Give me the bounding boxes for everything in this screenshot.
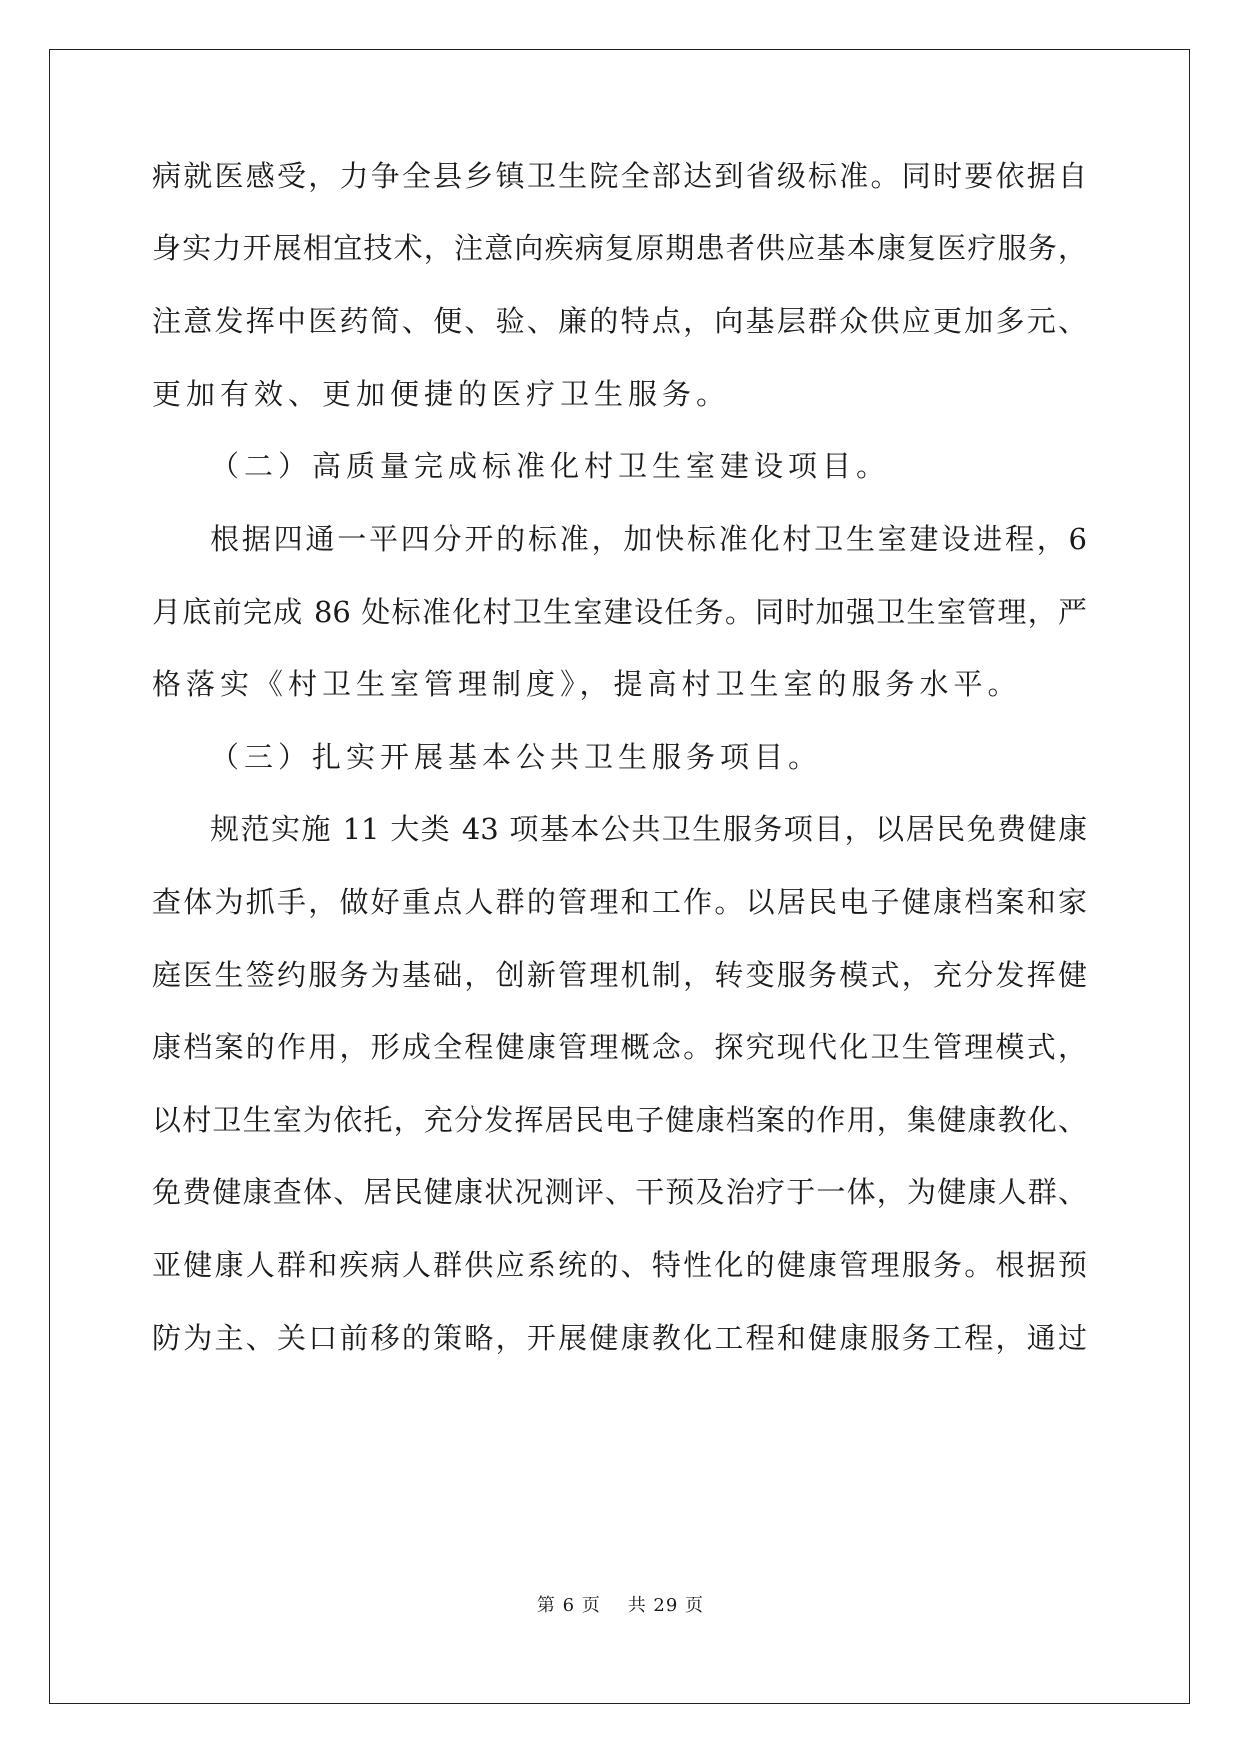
text-line: 查体为抓手，做好重点人群的管理和工作。以居民电子健康档案和家 <box>152 885 1087 919</box>
text-line: 身实力开展相宜技术，注意向疾病复原期患者供应基本康复医疗服务， <box>152 231 1087 265</box>
text-line: 月底前完成 86 处标准化村卫生室建设任务。同时加强卫生室管理，严 <box>152 595 1087 629</box>
text-line: 免费健康查体、居民健康状况测评、干预及治疗于一体，为健康人群、 <box>152 1175 1087 1209</box>
section-heading: （三）扎实开展基本公共卫生服务项目。 <box>210 740 823 774</box>
text-line: 亚健康人群和疾病人群供应系统的、特性化的健康管理服务。根据预 <box>152 1248 1087 1282</box>
text-line: 格落实《村卫生室管理制度》，提高村卫生室的服务水平。 <box>152 667 1022 701</box>
paragraph-first-line: 根据四通一平四分开的标准，加快标准化村卫生室建设进程，6 <box>210 522 1087 556</box>
text-line: 更加有效、更加便捷的医疗卫生服务。 <box>152 377 731 411</box>
text-line: 防为主、关口前移的策略，开展健康教化工程和健康服务工程，通过 <box>152 1321 1087 1355</box>
text-line: 庭医生签约服务为基础，创新管理机制，转变服务模式，充分发挥健 <box>152 958 1087 992</box>
section-heading: （二）高质量完成标准化村卫生室建设项目。 <box>210 449 891 483</box>
text-line: 病就医感受，力争全县乡镇卫生院全部达到省级标准。同时要依据自 <box>152 159 1087 193</box>
page-border <box>49 49 1190 1704</box>
page-number: 第 6 页 共 29 页 <box>536 1595 705 1616</box>
paragraph-first-line: 规范实施 11 大类 43 项基本公共卫生服务项目，以居民免费健康 <box>210 812 1087 846</box>
text-line: 注意发挥中医药简、便、验、廉的特点，向基层群众供应更加多元、 <box>152 304 1087 338</box>
text-line: 以村卫生室为依托，充分发挥居民电子健康档案的作用，集健康教化、 <box>152 1103 1087 1137</box>
text-line: 康档案的作用，形成全程健康管理概念。探究现代化卫生管理模式， <box>152 1030 1087 1064</box>
